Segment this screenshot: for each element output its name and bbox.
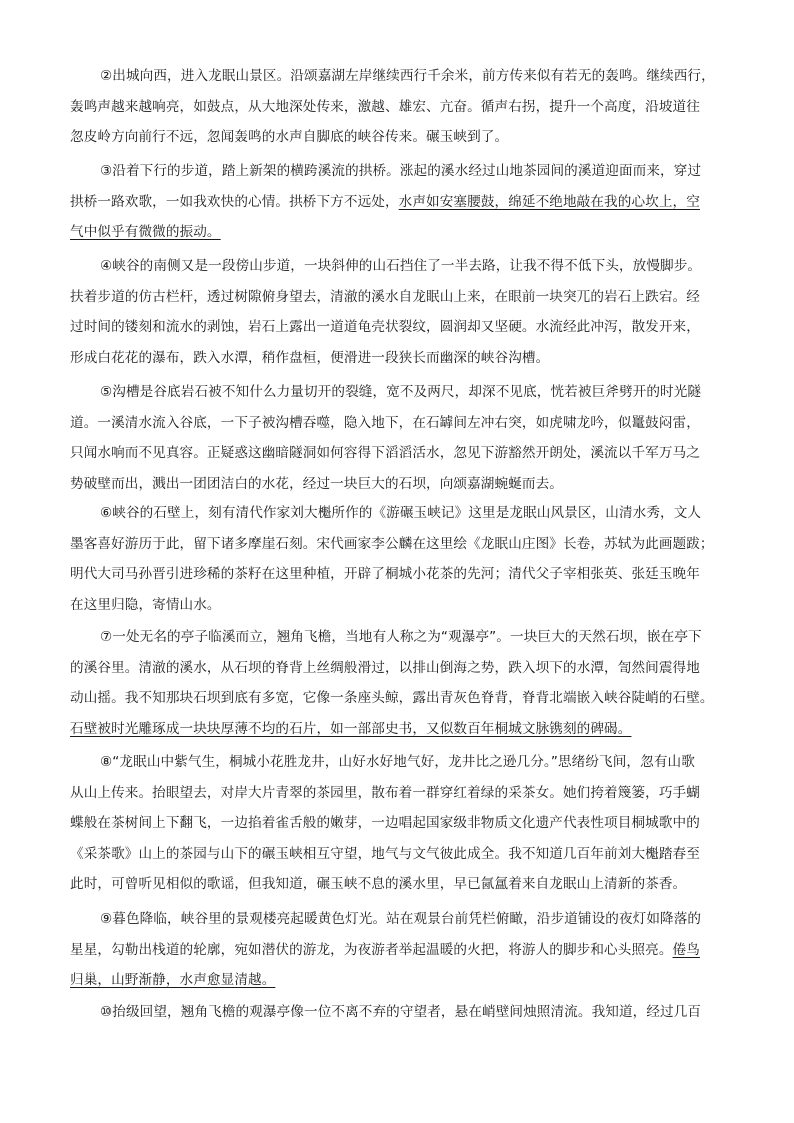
- text-line: [70, 808, 736, 839]
- text-line: [70, 438, 736, 469]
- text-run: 蝶般在茶树间上下翻飞，一边掐着雀舌般的嫩芽，一边唱起国家级非物质文化遗产代表性项目桐城歌中的: [70, 815, 700, 832]
- text-line: [70, 747, 736, 778]
- text-run: ⑤沟槽是谷底岩石被不知什么力量切开的裂缝，宽不及两尺，却深不见底，恍若被巨斧劈开的时光隧: [100, 384, 702, 400]
- text-run: 拱桥一路欢歌，一如我欢快的心情。拱桥下方不远处，: [70, 193, 399, 210]
- text-line: [70, 498, 736, 529]
- text-run: 轰鸣声越来越响亮，如鼓点，从大地深处传来，激越、雄宏、亢奋。循声右拐，提升一个高度，沿坡道往: [70, 98, 700, 115]
- text-run: ②出城向西，进入龙眠山景区。沿颂嘉湖左岸继续西行千余米，前方传来似有若无的轰鸣。继续西行，: [100, 68, 715, 84]
- text-line: [70, 156, 736, 187]
- text-run: ④峡谷的南侧又是一段傍山步道，一块斜伸的山石挡住了一半去路，让我不得不低下头，放慢脚步。: [100, 258, 702, 274]
- text-line: [70, 529, 736, 560]
- underlined-text: 归巢，山野渐静，水声愈显清越。: [70, 972, 276, 989]
- text-line: [70, 92, 736, 123]
- text-line: [70, 408, 736, 439]
- text-run: 势破壁而出，溅出一团团洁白的水花，经过一块巨大的石坝，向颂嘉湖蜿蜒而去。: [70, 475, 563, 492]
- underlined-text: 气中似乎有微微的振动。: [70, 224, 221, 241]
- text-run: 墨客喜好游历于此，留下诸多摩崖石刻。宋代画家李公麟在这里绘《龙眠山庄图》长卷，苏轼为此画题跋；: [70, 535, 714, 552]
- text-run: 此时，可曾听见相似的歌谣，但我知道，碾玉峡不息的溪水里，早已氤氲着来自龙眠山上清新的茶香。: [70, 876, 687, 893]
- text-run: ⑦一处无名的亭子临溪而立，翘角飞檐，当地有人称之为“观瀑亭”。一块巨大的天然石坝，嵌在亭下: [100, 629, 702, 645]
- text-run: 明代大司马孙晋引进珍稀的茶籽在这里种植，开辟了桐城小花茶的先河；清代父子宰相张英、张廷玉晚年: [70, 566, 700, 583]
- text-line: [70, 904, 736, 935]
- text-line: [70, 869, 736, 900]
- text-run: 形成白花花的瀑布，跌入水潭，稍作盘桓，便滑进一段狭长而幽深的峡谷沟槽。: [70, 349, 550, 366]
- text-line: [70, 935, 736, 966]
- text-line: [70, 622, 736, 653]
- text-run: 扶着步道的仿古栏杆，透过树隙俯身望去，清澈的溪水自龙眠山上来，在眼前一块突兀的岩石上跌宕。经: [70, 288, 700, 305]
- paragraph-3: [70, 156, 736, 248]
- text-run: 过时间的镂刻和流水的剥蚀，岩石上露出一道道龟壳状裂纹，圆润却又坚硬。水流经此冲泻，散发开来，: [70, 319, 700, 336]
- paragraph-2: [70, 61, 736, 153]
- text-line: [70, 343, 736, 374]
- paragraph-6: [70, 498, 736, 620]
- text-line: [70, 714, 736, 745]
- text-line: [70, 377, 736, 408]
- text-run: 的溪谷里。清澈的溪水，从石坝的脊背上丝绸般滑过，以排山倒海之势，跌入坝下的水潭，訇然间震得地: [70, 659, 700, 676]
- text-line: [70, 61, 736, 92]
- text-run: ⑩抬级回望，翘角飞檐的观瀑亭像一位不离不弃的守望者，悬在峭壁间烛照清流。我知道，经过几百: [100, 1004, 702, 1020]
- text-line: [70, 559, 736, 590]
- text-line: [70, 683, 736, 714]
- text-line: [70, 590, 736, 621]
- underlined-text: 石壁被时光雕琢成一块块厚薄不均的石片，如一部部史书，又似数百年桐城文脉镌刻的碑碣。: [70, 720, 632, 737]
- text-run: 只闻水响而不见真容。正疑惑这幽暗隧洞如何容得下滔滔活水，忽见下游豁然开朗处，溪流以千军万马之: [70, 445, 700, 462]
- text-line: [70, 839, 736, 870]
- paragraph-7: [70, 622, 736, 744]
- text-run: 道。一溪清水流入谷底，一下子被沟槽吞噬，隐入地下，在石罅间左冲右突，如虎啸龙吟，似鼍鼓闷雷，: [70, 414, 700, 431]
- text-line: [70, 187, 736, 218]
- text-line: [70, 653, 736, 684]
- underlined-text: 倦鸟: [672, 941, 700, 958]
- text-run: ⑥峡谷的石壁上，刻有清代作家刘大櫆所作的《游碾玉峡记》这里是龙眠山风景区，山清水秀，文人: [100, 505, 702, 521]
- text-line: [70, 122, 736, 153]
- text-run: 从山上传来。抬眼望去，对岸大片青翠的茶园里，散布着一群穿红着绿的采茶女。她们挎着篾篓，巧手蝴: [70, 784, 700, 801]
- text-run: ③沿着下行的步道，踏上新架的横跨溪流的拱桥。涨起的溪水经过山地茶园间的溪道迎面而来，穿过: [100, 163, 702, 179]
- paragraph-8: [70, 747, 736, 900]
- text-run: 忽皮岭方向前行不远，忽闻轰鸣的水声自脚底的峡谷传来。碾玉峡到了。: [70, 129, 509, 146]
- text-line: [70, 282, 736, 313]
- paragraph-10: [70, 997, 736, 1028]
- text-run: 星星，勾勒出栈道的轮廓，宛如潜伏的游龙，为夜游者举起温暖的火把，将游人的脚步和心头照亮。: [70, 941, 673, 958]
- text-line: [70, 312, 736, 343]
- text-line: [70, 251, 736, 282]
- text-line: [70, 217, 736, 248]
- text-line: [70, 997, 736, 1028]
- underlined-text: 水声如安塞腰鼓，绵延不绝地敲在我的心坎上，空: [398, 193, 700, 210]
- text-run: 动山摇。我不知那块石坝到底有多宽，它像一条座头鲸，露出青灰色脊背，脊背北端嵌入峡谷陡峭的石壁。: [70, 690, 714, 707]
- paragraph-4: [70, 251, 736, 373]
- text-run: ⑨暮色降临，峡谷里的景观楼亮起暖黄色灯光。站在观景台前凭栏俯瞰，沿步道铺设的夜灯如降落的: [100, 911, 702, 927]
- text-run: 《采茶歌》山上的茶园与山下的碾玉峡相互守望，地气与文气彼此成全。我不知道几百年前刘大櫆踏春至: [70, 845, 700, 862]
- text-line: [70, 965, 736, 996]
- text-run: ⑧“龙眠山中紫气生，桐城小花胜龙井，山好水好地气好，龙井比之逊几分。”思绪纷飞间，忽有山歌: [100, 754, 695, 770]
- text-run: 在这里归隐，寄情山水。: [70, 596, 221, 613]
- paragraph-5: [70, 377, 736, 499]
- text-line: [70, 469, 736, 500]
- text-line: [70, 778, 736, 809]
- paragraph-9: [70, 904, 736, 996]
